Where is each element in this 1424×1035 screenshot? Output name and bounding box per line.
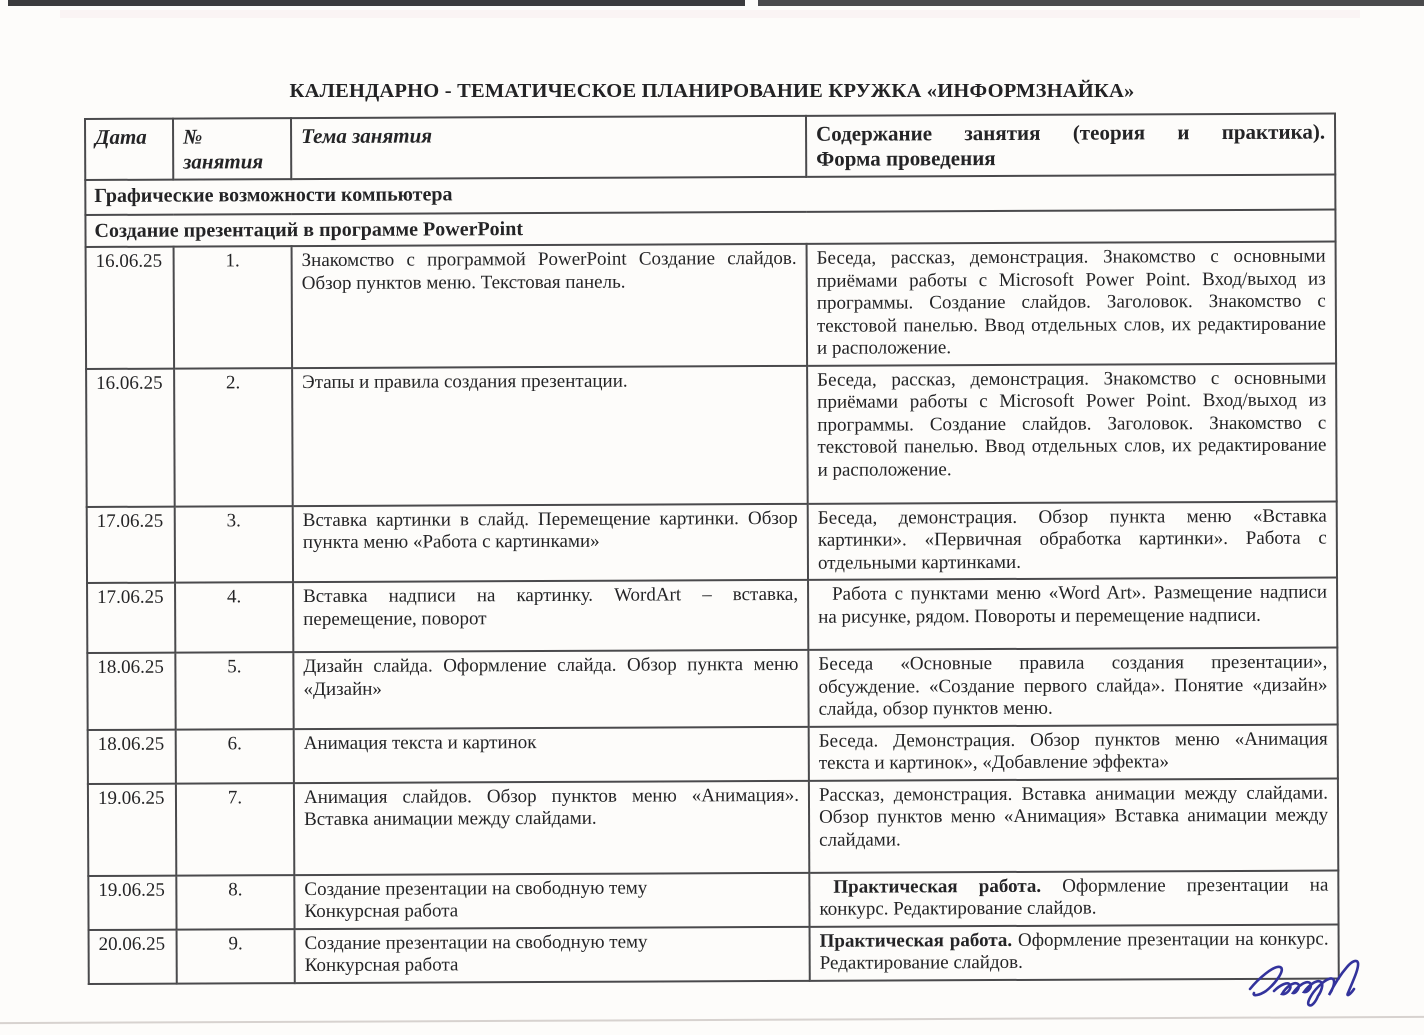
table-row	[88, 870, 1338, 929]
table-row	[86, 363, 1337, 506]
content-cell: Рассказ, демонстрация. Вставка анимации между слайдами. Обзор пунктов меню «Анимация» Вставка анимации между слайдами.	[809, 778, 1338, 872]
header-lesson-number: № занятия	[173, 118, 291, 180]
date-cell: 18.06.25	[87, 653, 175, 730]
lesson-number-cell: 2.	[174, 368, 293, 507]
topic-cell: Анимация слайдов. Обзор пунктов меню «Анимация». Вставка анимации между слайдами.	[294, 780, 809, 874]
date-cell: 16.06.25	[86, 247, 175, 369]
lesson-number-cell: 9.	[177, 929, 295, 984]
content-cell: Практическая работа. Оформление презентации на конкурс. Редактирование слайдов.	[809, 870, 1338, 926]
table-row	[88, 724, 1338, 783]
header-topic: Тема занятия	[291, 116, 806, 179]
topic-cell: Создание презентации на свободную тему Конкурсная работа	[295, 926, 810, 982]
topic-cell: Дизайн слайда. Оформление слайда. Обзор пункта меню «Дизайн»	[293, 650, 808, 729]
lesson-number-cell: 1.	[174, 246, 293, 368]
section-title: Создание презентаций в программе PowerPoint	[85, 210, 1335, 247]
date-cell: 16.06.25	[86, 368, 175, 506]
lesson-number-cell: 3.	[175, 506, 293, 583]
content-cell: Беседа, рассказ, демонстрация. Знакомство с основными приёмами работы с Microsoft Power Point. Вход/выход из программы. Создание слайдов. Заголовок. Знакомство с текстовой панелью. Ввод отдельных слов, их редактирование и расположение.	[807, 242, 1337, 366]
lesson-number-cell: 7.	[176, 783, 294, 876]
topic-cell: Вставка картинки в слайд. Перемещение картинки. Обзор пункта меню «Работа с картинками»	[293, 503, 808, 582]
topic-cell: Анимация текста и картинок	[294, 726, 809, 782]
lesson-number-cell: 8.	[176, 875, 294, 930]
table-row	[89, 924, 1339, 983]
lesson-number-cell: 6.	[176, 729, 294, 784]
scanner-edge-artifact	[758, 0, 1424, 6]
date-cell: 20.06.25	[89, 929, 177, 983]
table-row	[86, 242, 1337, 369]
handwritten-signature	[1240, 945, 1390, 1015]
date-cell: 18.06.25	[88, 729, 176, 783]
topic-cell: Знакомство с программой PowerPoint Создание слайдов. Обзор пунктов меню. Текстовая панель.	[292, 244, 808, 368]
topic-cell: Вставка надписи на картинку. WordArt – вставка, перемещение, поворот	[293, 580, 808, 652]
topic-cell: Этапы и правила создания презентации.	[292, 365, 808, 505]
document-title: КАЛЕНДАРНО - ТЕМАТИЧЕСКОЕ ПЛАНИРОВАНИЕ КРУЖКА «ИНФОРМЗНАЙКА»	[289, 80, 1135, 102]
lesson-number-cell: 4.	[175, 582, 293, 653]
header-content: Содержание занятия (теория и практика). Форма проведения	[806, 114, 1335, 177]
content-cell: Беседа, демонстрация. Обзор пункта меню «Вставка картинки». «Первичная обработка картинки». Работа с отдельными картинками.	[808, 501, 1337, 580]
table-header-row	[85, 114, 1335, 180]
content-cell: Работа с пунктами меню «Word Art». Размещение надписи на рисунке, рядом. Повороты и перемещение надписи.	[808, 578, 1337, 650]
header-date: Дата	[85, 119, 173, 180]
content-cell: Беседа. Демонстрация. Обзор пунктов меню «Анимация текста и картинок», «Добавление эффекта»	[809, 724, 1338, 780]
date-cell: 17.06.25	[87, 506, 175, 583]
table-row	[87, 501, 1337, 583]
scanner-edge-artifact	[8, 0, 745, 6]
date-cell: 19.06.25	[88, 875, 176, 929]
lesson-number-cell: 5.	[175, 652, 293, 729]
table-row	[87, 648, 1337, 730]
content-cell: Практическая работа. Оформление презентации на конкурс. Редактирование слайдов.	[810, 924, 1339, 980]
section-row	[85, 175, 1335, 215]
table-row	[88, 778, 1338, 875]
page-bottom-edge	[0, 1016, 1424, 1024]
scan-color-artifact	[60, 10, 1360, 18]
date-cell: 19.06.25	[88, 783, 176, 875]
content-cell: Беседа «Основные правила создания презентации», обсуждение. «Создание первого слайда». Понятие «дизайн» слайда, обзор пунктов меню.	[808, 648, 1337, 727]
content-cell: Беседа, рассказ, демонстрация. Знакомство с основными приёмами работы с Microsoft Power Point. Вход/выход из программы. Создание слайдов. Заголовок. Знакомство с текстовой панелью. Ввод отдельных слов, их редактирование и расположение.	[807, 363, 1337, 503]
section-title: Графические возможности компьютера	[85, 175, 1335, 215]
topic-cell: Создание презентации на свободную тему Конкурсная работа	[294, 872, 809, 928]
signature-icon	[1240, 945, 1390, 1015]
date-cell: 17.06.25	[87, 583, 175, 653]
lesson-plan-table	[84, 113, 1340, 985]
table-row	[87, 578, 1337, 653]
